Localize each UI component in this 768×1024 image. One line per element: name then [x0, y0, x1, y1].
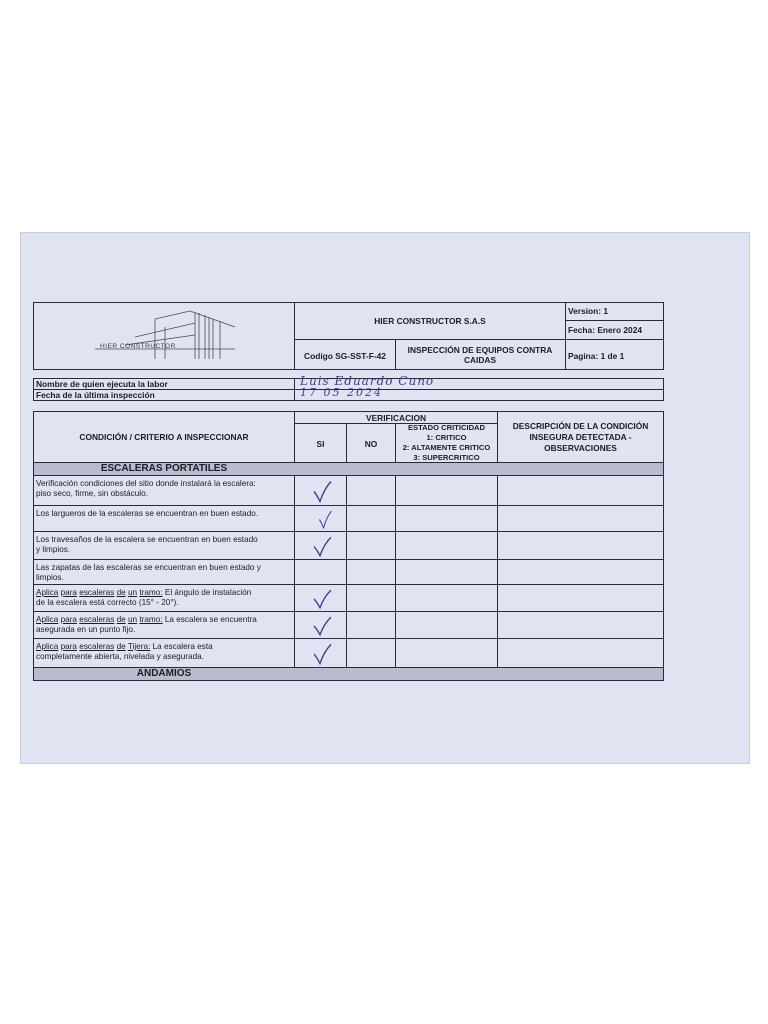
- row-no-cell[interactable]: [346, 638, 396, 668]
- page-text: Pagina: 1 de 1: [568, 351, 625, 361]
- checkmark-icon: [312, 479, 332, 504]
- row-condition-text-line2: de la escalera está correcto (15° - 20°).: [36, 598, 179, 607]
- descripcion-header-line1: DESCRIPCIÓN DE LA CONDICIÓN: [512, 421, 649, 431]
- row-condition-text: Los largueros de la escaleras se encuentran en buen estado.: [36, 509, 259, 518]
- si-header: SI: [316, 439, 325, 449]
- row-condition-text: El ángulo de instalación: [164, 588, 252, 597]
- doc-title: INSPECCIÓN DE EQUIPOS CONTRA CAIDAS: [407, 345, 553, 365]
- descripcion-header-line3: OBSERVACIONES: [544, 443, 617, 453]
- row-descripcion-cell[interactable]: [497, 611, 664, 639]
- row-estado-cell[interactable]: [395, 475, 498, 506]
- row-condition-prefix-word: escaleras: [79, 615, 115, 624]
- row-condition-text-line1: [36, 642, 292, 652]
- row-estado-cell[interactable]: [395, 638, 498, 668]
- row-condition-prefix-word: para: [60, 615, 77, 624]
- row-descripcion-cell[interactable]: [497, 531, 664, 560]
- row-condition-prefix-word: tramo:: [139, 588, 163, 597]
- row-condition-text: La escalera se encuentra: [164, 615, 257, 624]
- checkmark-icon: [312, 642, 332, 666]
- row-condition-prefix-word: escaleras: [79, 588, 115, 597]
- row-descripcion-cell[interactable]: [497, 638, 664, 668]
- row-condition-text-line2: limpios.: [36, 573, 64, 582]
- row-condition-prefix-word: Aplica: [36, 588, 59, 597]
- row-no-cell[interactable]: [346, 584, 396, 612]
- row-estado-cell[interactable]: [395, 505, 498, 532]
- row-condition-prefix-word: de: [116, 615, 126, 624]
- row-condition-prefix-word: Aplica: [36, 615, 59, 624]
- row-condition-prefix-word: un: [127, 588, 138, 597]
- row-no-cell[interactable]: [346, 475, 396, 506]
- estado-header-line3: 2: ALTAMENTE CRITICO: [402, 443, 491, 452]
- version-text: Version: 1: [568, 306, 609, 316]
- row-estado-cell[interactable]: [395, 584, 498, 612]
- no-header: NO: [364, 439, 378, 449]
- row-condition-prefix-word: Aplica: [36, 642, 59, 651]
- row-si-cell[interactable]: [294, 559, 347, 585]
- row-condition-text-line1: [36, 479, 292, 489]
- row-condition-text: Verificación condiciones del sitio donde instalará la escalera:: [36, 479, 256, 488]
- row-condition-text-line1: [36, 509, 292, 519]
- row-condition-text-line2: y limpios.: [36, 545, 71, 554]
- checkmark-icon: [318, 509, 332, 530]
- estado-header-line4: 3: SUPERCRITICO: [413, 453, 480, 462]
- row-condition-text-line2: asegurada en un punto fijo.: [36, 625, 136, 634]
- row-condition-text-line1: [36, 615, 292, 625]
- row-condition-prefix-word: de: [116, 642, 126, 651]
- row-condition-prefix-word: para: [60, 642, 77, 651]
- descripcion-header-line2: INSEGURA DETECTADA -: [529, 432, 632, 442]
- row-condition-prefix-word: para: [60, 588, 77, 597]
- last-inspection-value: 17 05 2024: [300, 386, 383, 399]
- row-condition-text-line2: completamente abierta, nivelada y asegurada.: [36, 652, 204, 661]
- row-estado-cell[interactable]: [395, 611, 498, 639]
- row-condition-prefix-word: tramo:: [139, 615, 163, 624]
- building-logo-icon: [95, 307, 245, 363]
- section-escaleras-title: ESCALERAS PORTATILES: [100, 463, 228, 474]
- row-descripcion-cell[interactable]: [497, 475, 664, 506]
- row-condition-text-line1: [36, 535, 292, 545]
- row-condition-text-line1: [36, 563, 292, 573]
- checkmark-icon: [312, 535, 332, 558]
- row-estado-cell[interactable]: [395, 559, 498, 585]
- estado-header-line1: ESTADO CRITICIDAD: [407, 423, 486, 432]
- row-condition-text-line2: piso seco, firme, sin obstáculo.: [36, 489, 148, 498]
- code-text: Codigo SG-SST-F-42: [304, 351, 386, 361]
- row-condition-prefix-word: Tijera:: [127, 642, 151, 651]
- condition-header: CONDICIÓN / CRITERIO A INSPECCIONAR: [79, 432, 249, 442]
- row-descripcion-cell[interactable]: [497, 584, 664, 612]
- row-condition-text: Las zapatas de las escaleras se encuentran en buen estado y: [36, 563, 261, 572]
- row-no-cell[interactable]: [346, 531, 396, 560]
- checkmark-icon: [312, 588, 332, 610]
- row-no-cell[interactable]: [346, 559, 396, 585]
- last-inspection-label: Fecha de la última inspección: [36, 390, 155, 400]
- row-condition-text-line1: [36, 588, 292, 598]
- row-condition-text: La escalera esta: [152, 642, 213, 651]
- section-andamios-title: ANDAMIOS: [136, 668, 192, 679]
- verificacion-header: VERIFICACION: [365, 413, 427, 423]
- row-condition-prefix-word: escaleras: [79, 642, 115, 651]
- estado-header-line2: 1: CRITICO: [426, 433, 467, 442]
- executor-value: Luis Eduardo Cuno: [300, 374, 435, 388]
- row-estado-cell[interactable]: [395, 531, 498, 560]
- date-text: Fecha: Enero 2024: [568, 325, 643, 335]
- row-condition-text: Los travesaños de la escalera se encuentran en buen estado: [36, 535, 258, 544]
- checkmark-icon: [312, 615, 332, 637]
- row-descripcion-cell[interactable]: [497, 559, 664, 585]
- row-no-cell[interactable]: [346, 611, 396, 639]
- row-descripcion-cell[interactable]: [497, 505, 664, 532]
- logo-text: HIER CONSTRUCTOR: [100, 343, 176, 350]
- row-condition-prefix-word: de: [116, 588, 126, 597]
- executor-label: Nombre de quien ejecuta la labor: [36, 379, 168, 389]
- row-condition-prefix-word: un: [127, 615, 138, 624]
- row-no-cell[interactable]: [346, 505, 396, 532]
- company-name: HIER CONSTRUCTOR S.A.S: [374, 316, 486, 326]
